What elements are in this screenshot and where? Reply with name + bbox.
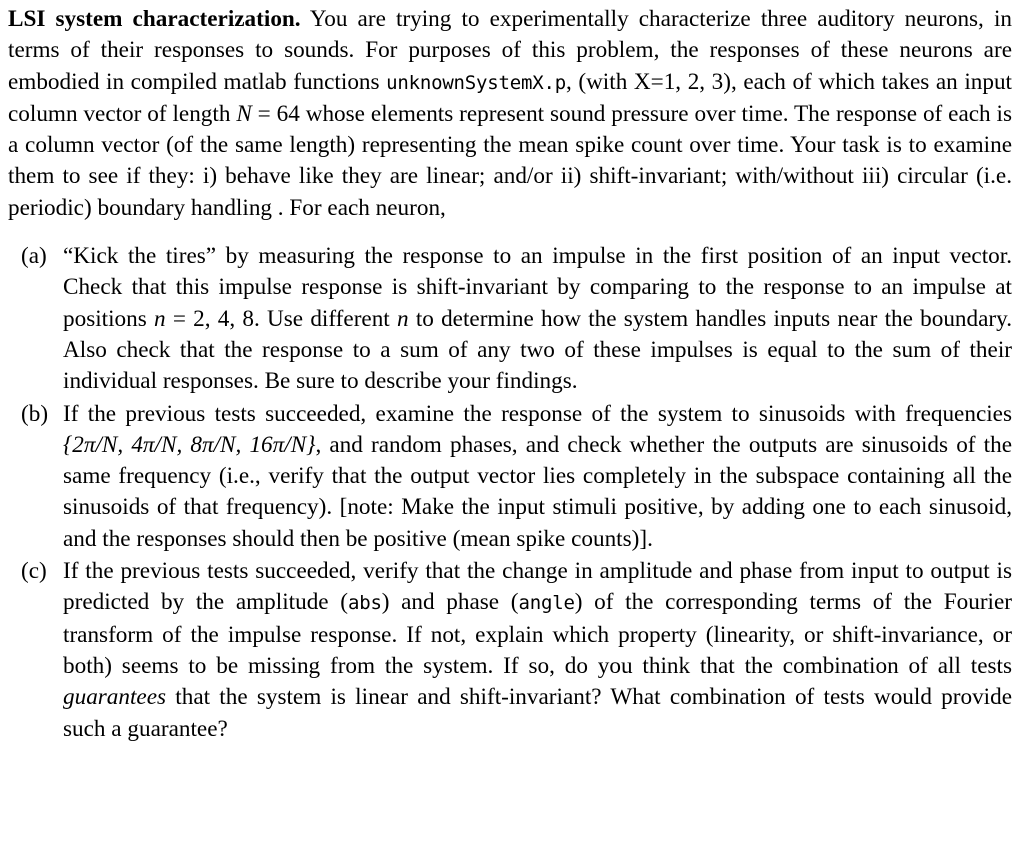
part-a-variable-n: n bbox=[154, 305, 166, 332]
part-b-frequency-set: {2π/N, 4π/N, 8π/N, 16π/N} bbox=[63, 431, 316, 458]
part-c-emphasis-guarantees: guarantees bbox=[63, 684, 167, 711]
part-a-text-1: “Kick the tires” by measuring the response to an impulse in the first position of an input vector. Check that this impulse response is shift-invariant by comparing to the response to an impulse at positions bbox=[63, 243, 1012, 332]
problem-intro bbox=[8, 4, 1012, 224]
problem-heading: LSI system characterization. bbox=[8, 6, 301, 32]
part-c-text-3: ) of the corresponding terms of the Fourier transform of the impulse response. If not, explain which property (linearity, or shift-invariance, or both) seems to be missing from the system. If so, do you think that the combination of all tests bbox=[63, 589, 1012, 679]
intro-text-2: , (with X=1, 2, 3), each of which takes an input column vector of length bbox=[8, 68, 1012, 127]
part-c-text-1: If the previous tests succeeded, verify that the change in amplitude and phase from input to output is predicted by the amplitude ( bbox=[63, 558, 1012, 616]
part-a-text-2: = 2, 4, 8. Use different bbox=[165, 305, 397, 332]
part-c-label: (c) bbox=[21, 558, 47, 585]
part-b-label: (b) bbox=[21, 400, 49, 427]
part-b bbox=[8, 399, 1012, 555]
part-c-code-angle: angle bbox=[518, 592, 575, 615]
part-a bbox=[8, 241, 1012, 397]
part-a-label: (a) bbox=[21, 243, 47, 270]
part-c-code-abs: abs bbox=[348, 592, 382, 615]
intro-text-3: = 64 whose elements represent sound pressure over time. The response of each is a column vector (of the same length) representing the mean spike count over time. Your task is to examine them to see if they: i) behave like they are linear; and/or ii) shift-invariant; with/without iii) circular (i.e. periodic) boundary handling . For each neuron, bbox=[8, 100, 1012, 221]
part-a-text-3: to determine how the system handles inputs near the boundary. Also check that the response to a sum of any two of these impulses is equal to the sum of their individual responses. Be sure to describe your findings. bbox=[63, 305, 1012, 395]
part-a-variable-n-2: n bbox=[396, 305, 409, 332]
part-c-text-2: ) and phase ( bbox=[381, 589, 519, 616]
intro-variable-N: N bbox=[236, 100, 252, 127]
problem-parts-list bbox=[8, 241, 1012, 745]
intro-text-1: You are trying to experimentally characterize three auditory neurons, in terms of their responses to sounds. For purposes of this problem, the responses of these neurons are embodied in compiled matlab functions bbox=[8, 6, 1012, 95]
part-c-text-4: that the system is linear and shift-invariant? What combination of tests would provide such a guarantee? bbox=[63, 684, 1012, 742]
intro-code-filename: unknownSystemX.p bbox=[386, 71, 566, 94]
part-b-text-1: If the previous tests succeeded, examine the response of the system to sinusoids with frequencies bbox=[63, 400, 1012, 427]
part-c bbox=[8, 556, 1012, 745]
part-b-text-2: , and random phases, and check whether the outputs are sinusoids of the same frequency (i.e., verify that the output vector lies completely in the subspace containing all the sinusoids of that frequency). [note: Make the input stimuli positive, by adding one to each sinusoid, and the responses should then be positive (mean spike counts)]. bbox=[63, 431, 1012, 552]
